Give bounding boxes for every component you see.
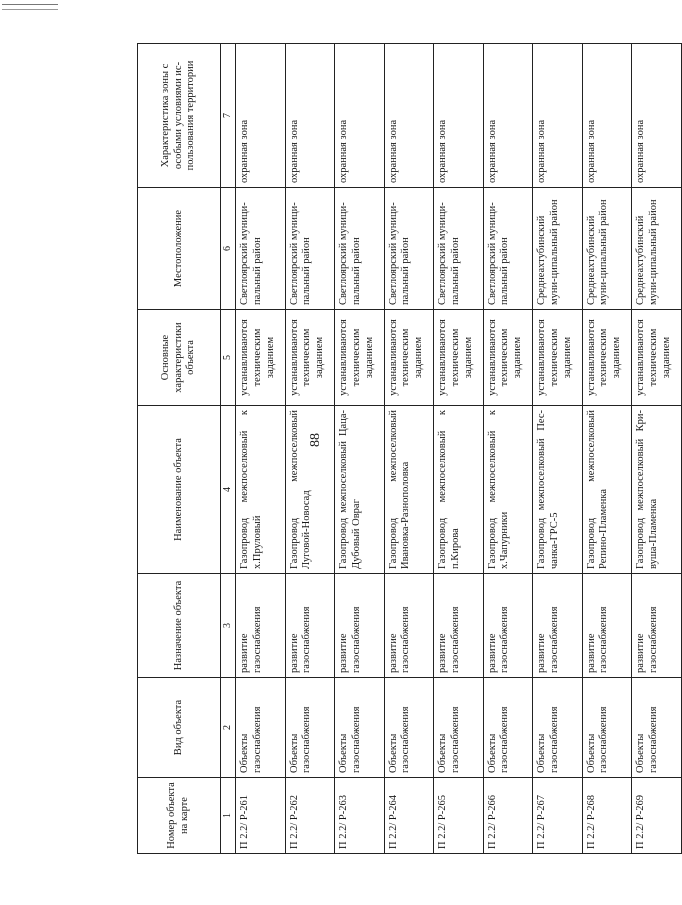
object-number: П 2.2/ Р-268	[582, 778, 632, 854]
object-zone: охранная зона	[384, 44, 434, 188]
object-zone: охранная зона	[335, 44, 385, 188]
object-characteristics: устанавливаются техническим заданием	[236, 310, 286, 406]
rotated-page	[137, 44, 672, 854]
object-purpose: развитие газоснабжения	[335, 574, 385, 678]
table-row	[434, 44, 484, 854]
col-num: 1	[221, 778, 236, 854]
object-location: Светлоярский муници-пальный район	[483, 188, 533, 310]
object-type: Объекты газоснабжения	[335, 678, 385, 778]
object-type: Объекты газоснабжения	[285, 678, 335, 778]
table-row	[483, 44, 533, 854]
object-purpose: развитие газоснабжения	[533, 574, 583, 678]
object-zone: охранная зона	[236, 44, 286, 188]
object-name: Газопровод межпоселковый Цаца-Дубовый Овраг	[335, 406, 385, 574]
table-row	[582, 44, 632, 854]
table-row	[285, 44, 335, 854]
object-purpose: развитие газоснабжения	[434, 574, 484, 678]
object-purpose: развитие газоснабжения	[236, 574, 286, 678]
object-zone: охранная зона	[582, 44, 632, 188]
object-type: Объекты газоснабжения	[533, 678, 583, 778]
object-purpose: развитие газоснабжения	[483, 574, 533, 678]
column-number-row	[221, 44, 236, 854]
object-characteristics: устанавливаются техническим заданием	[483, 310, 533, 406]
objects-table	[137, 43, 682, 854]
object-zone: охранная зона	[285, 44, 335, 188]
object-purpose: развитие газоснабжения	[285, 574, 335, 678]
object-zone: охранная зона	[434, 44, 484, 188]
object-characteristics: устанавливаются техническим заданием	[285, 310, 335, 406]
object-characteristics: устанавливаются техническим заданием	[384, 310, 434, 406]
object-characteristics: устанавливаются техническим заданием	[434, 310, 484, 406]
col-num: 3	[221, 574, 236, 678]
object-number: П 2.2/ Р-262	[285, 778, 335, 854]
object-zone: охранная зона	[533, 44, 583, 188]
object-location: Светлоярский муници-пальный район	[335, 188, 385, 310]
col-header-name: Наименование объекта	[138, 406, 221, 574]
object-type: Объекты газоснабжения	[582, 678, 632, 778]
object-type: Объекты газоснабжения	[434, 678, 484, 778]
object-characteristics: устанавливаются техническим заданием	[533, 310, 583, 406]
table-row	[632, 44, 682, 854]
table-row	[236, 44, 286, 854]
col-header-type: Вид объекта	[138, 678, 221, 778]
object-number: П 2.2/ Р-267	[533, 778, 583, 854]
object-location: Светлоярский муници-пальный район	[384, 188, 434, 310]
col-num: 7	[221, 44, 236, 188]
col-header-zone: Характеристика зоны с особыми условиями ис-пользования территории	[138, 44, 221, 188]
object-number: П 2.2/ Р-263	[335, 778, 385, 854]
object-location: Среднеахтубинский муни-ципальный район	[533, 188, 583, 310]
col-num: 2	[221, 678, 236, 778]
object-type: Объекты газоснабжения	[632, 678, 682, 778]
object-purpose: развитие газоснабжения	[384, 574, 434, 678]
object-location: Светлоярский муници-пальный район	[285, 188, 335, 310]
object-name: Газопровод межпоселковый Кри-вуша-Пламенка	[632, 406, 682, 574]
col-header-characteristics: Основные характеристики объекта	[138, 310, 221, 406]
col-header-purpose: Назначение объекта	[138, 574, 221, 678]
object-zone: охранная зона	[483, 44, 533, 188]
object-name: Газопровод межпоселковый Луговой-Новосад	[285, 406, 335, 574]
object-characteristics: устанавливаются техническим заданием	[335, 310, 385, 406]
col-header-number: Номер объекта на карте	[138, 778, 221, 854]
table-row	[533, 44, 583, 854]
object-type: Объекты газоснабжения	[236, 678, 286, 778]
object-number: П 2.2/ Р-264	[384, 778, 434, 854]
scan-edge-mark	[2, 4, 58, 10]
object-location: Среднеахтубинский муни-ципальный район	[582, 188, 632, 310]
object-name: Газопровод межпоселковый Репино-Пламенка	[582, 406, 632, 574]
col-num: 5	[221, 310, 236, 406]
object-number: П 2.2/ Р-265	[434, 778, 484, 854]
object-characteristics: устанавливаются техническим заданием	[632, 310, 682, 406]
object-characteristics: устанавливаются техническим заданием	[582, 310, 632, 406]
col-num: 6	[221, 188, 236, 310]
col-header-location: Местоположение	[138, 188, 221, 310]
object-name: Газопровод межпоселковый Пес-чанка-ГРС-5	[533, 406, 583, 574]
col-num: 4	[221, 406, 236, 574]
object-location: Среднеахтубинский муни-ципальный район	[632, 188, 682, 310]
object-zone: охранная зона	[632, 44, 682, 188]
object-name: Газопровод межпоселковый к п.Кирова	[434, 406, 484, 574]
header-row	[138, 44, 221, 854]
object-number: П 2.2/ Р-261	[236, 778, 286, 854]
object-location: Светлоярский муници-пальный район	[434, 188, 484, 310]
object-purpose: развитие газоснабжения	[582, 574, 632, 678]
table-row	[335, 44, 385, 854]
object-purpose: развитие газоснабжения	[632, 574, 682, 678]
page-number: 88	[308, 433, 323, 447]
object-name: Газопровод межпоселковый к х.Чапурники	[483, 406, 533, 574]
object-type: Объекты газоснабжения	[384, 678, 434, 778]
object-name: Газопровод межпоселковый к х.Пруловый	[236, 406, 286, 574]
object-location: Светлоярский муници-пальный район	[236, 188, 286, 310]
object-type: Объекты газоснабжения	[483, 678, 533, 778]
table-row	[384, 44, 434, 854]
object-number: П 2.2/ Р-266	[483, 778, 533, 854]
object-name: Газопровод межпоселковый Ивановка-Разнополовка	[384, 406, 434, 574]
object-number: П 2.2/ Р-269	[632, 778, 682, 854]
